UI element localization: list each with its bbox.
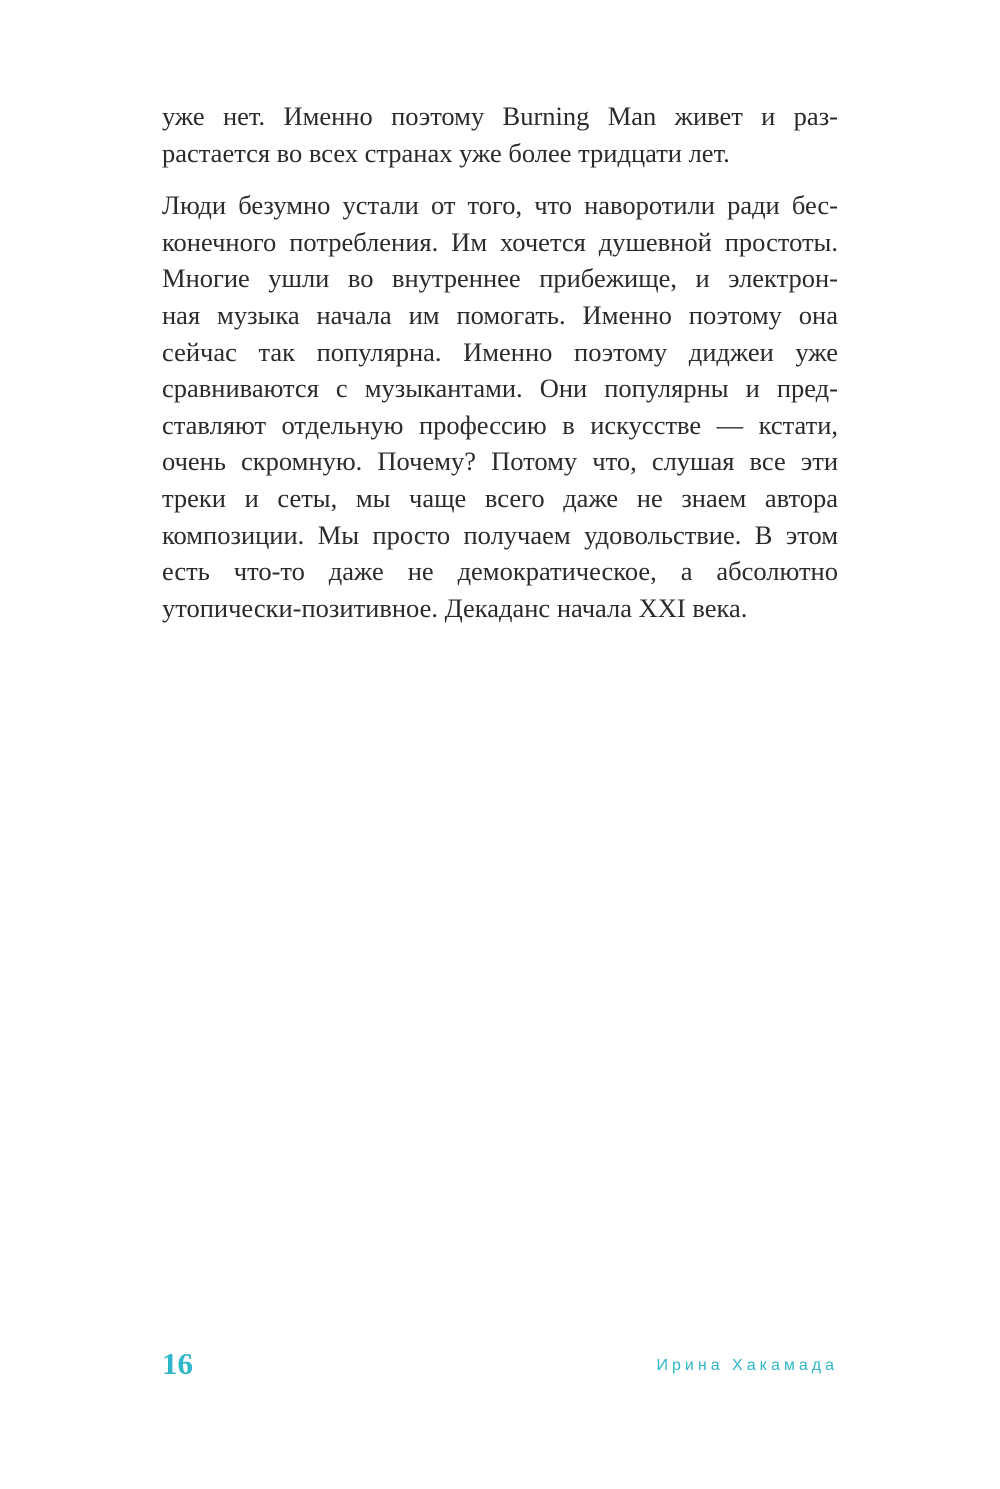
text-line: сейчас так популярна. Именно поэтому диджеи уже	[162, 336, 838, 367]
running-footer-author: Ирина Хакамада	[656, 1357, 838, 1374]
text-line: сравниваются с музыкантами. Они популярны и пред-	[162, 373, 838, 404]
text-line: ставляют отдельную профессию в искусстве — кстати,	[162, 409, 838, 440]
body-text	[162, 98, 838, 642]
text-line: ная музыка начала им помогать. Именно поэтому она	[162, 299, 838, 330]
paragraph	[162, 98, 838, 171]
text-line: уже нет. Именно поэтому Burning Man живет и раз-	[162, 101, 838, 131]
text-line: растается во всех странах уже более тридцати лет.	[162, 137, 730, 168]
page-number: 16	[162, 1346, 193, 1381]
text-line: конечного потребления. Им хочется душевной простоты.	[162, 226, 838, 257]
text-line: треки и сеты, мы чаще всего даже не знаем автора	[162, 482, 838, 513]
text-line: очень скромную. Почему? Потому что, слушая все эти	[162, 446, 838, 477]
text-line: есть что-то даже не демократическое, а абсолютно	[162, 556, 838, 587]
paragraph	[162, 187, 838, 626]
text-line: композиции. Мы просто получаем удовольствие. В этом	[162, 519, 838, 550]
text-line: Люди безумно устали от того, что наворотили ради бес-	[162, 190, 838, 221]
text-line: Многие ушли во внутреннее прибежище, и электрон-	[162, 263, 838, 294]
text-line: утопически-позитивное. Декаданс начала XXI века.	[162, 592, 748, 623]
